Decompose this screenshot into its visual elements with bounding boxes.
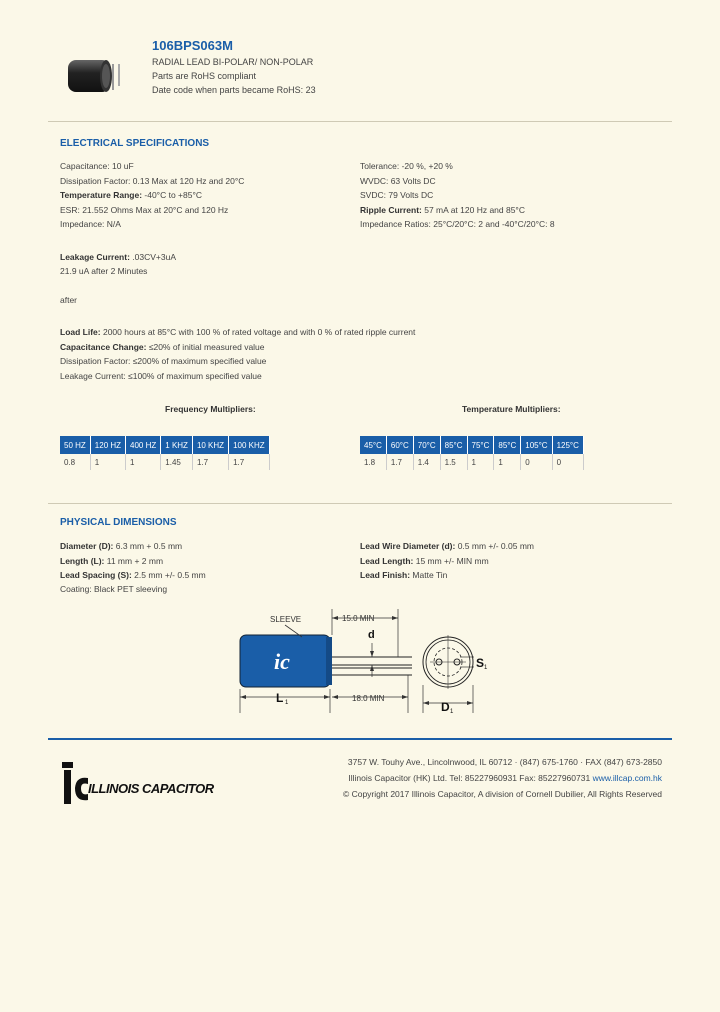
divider [48,121,672,122]
frequency-multiplier-value-cell: 1.45 [161,454,193,470]
electrical-spec-row: Impedance Ratios: 25°C/20°C: 2 and -40°C/20°C: 8 [360,219,555,229]
dimension-diagram [230,605,500,717]
frequency-multiplier-value-cell: 0.8 [60,454,90,470]
load-life-row: Dissipation Factor: ≤200% of maximum specified value [60,356,267,366]
physical-dim-row: Diameter (D): 6.3 mm + 0.5 mm [60,541,183,551]
temperature-multiplier-value-cell: 1 [467,454,494,470]
frequency-multipliers-title: Frequency Multipliers: [165,404,256,414]
divider [48,503,672,504]
footer-address: 3757 W. Touhy Ave., Lincolnwood, IL 60712 · (847) 675-1760 · FAX (847) 673-2850 [347,757,662,767]
temperature-multiplier-value-cell: 1.8 [360,454,386,470]
temperature-multiplier-value-cell: 0 [521,454,552,470]
temperature-multiplier-value-cell: 0 [552,454,583,470]
physical-dim-row: Lead Spacing (S): 2.5 mm +/- 0.5 mm [60,570,206,580]
load-life-row: Load Life: 2000 hours at 85°C with 100 % of rated voltage and with 0 % of rated ripple current [60,327,416,337]
physical-dim-row: Lead Length: 15 mm +/- MIN mm [360,555,489,566]
electrical-spec-row: Impedance: N/A [60,219,121,229]
lead-diameter-label: d [368,629,375,641]
load-life-row: Capacitance Change: ≤20% of initial measured value [60,341,265,352]
physical-dim-row: Lead Finish: Matte Tin [360,570,448,580]
capacitor-photo [62,56,134,96]
frequency-multiplier-value-cell: 1.7 [229,454,270,470]
footer-hk-contact: Illinois Capacitor (HK) Ltd. Tel: 85227960931 Fax: 85227960731 www.illcap.com.hk [348,773,662,783]
ic-mark: ic [274,649,290,674]
temperature-multiplier-header-cell: 45°C [360,436,386,454]
body-length-label: L [276,691,284,705]
electrical-spec-row: WVDC: 63 Volts DC [360,175,436,186]
frequency-multiplier-header-cell: 1 KHZ [161,436,193,454]
temperature-multipliers-table [360,436,584,470]
load-life-row: Leakage Current: ≤100% of maximum specified value [60,370,262,381]
frequency-multiplier-header-cell: 50 HZ [60,436,90,454]
svg-text:1: 1 [450,709,454,715]
electrical-section-title: ELECTRICAL SPECIFICATIONS [60,138,210,149]
hk-website-link[interactable]: www.illcap.com.hk [592,773,662,783]
temperature-multiplier-header-cell: 85°C [494,436,521,454]
temperature-multiplier-header-cell: 75°C [467,436,494,454]
footer-rule [48,738,672,740]
physical-section-title: PHYSICAL DIMENSIONS [60,517,177,528]
temperature-multiplier-header-cell: 70°C [413,436,440,454]
electrical-spec-row: SVDC: 79 Volts DC [360,190,434,200]
leakage-current: Leakage Current: .03CV+3uA [60,252,176,262]
frequency-multiplier-value-cell: 1 [90,454,125,470]
capacitor-type: RADIAL LEAD BI-POLAR/ NON-POLAR [152,57,314,67]
rohs-status: Parts are RoHS compliant [152,71,257,81]
sleeve-label: SLEEVE [270,615,302,624]
temperature-multiplier-value-cell: 1 [494,454,521,470]
svg-text:1: 1 [285,700,289,706]
svg-text:1: 1 [484,665,488,671]
frequency-multiplier-header-cell: 100 KHZ [229,436,270,454]
frequency-multiplier-value-cell: 1.7 [192,454,228,470]
leakage-current-value: 21.9 uA after 2 Minutes [60,266,148,276]
part-number: 106BPS063M [152,38,233,53]
diameter-label: D [441,700,450,714]
electrical-spec-row: ESR: 21.552 Ohms Max at 20°C and 120 Hz [60,204,229,215]
physical-dim-row: Lead Wire Diameter (d): 0.5 mm +/- 0.05 mm [360,541,534,551]
frequency-multiplier-header-cell: 120 HZ [90,436,125,454]
frequency-multiplier-header-cell: 10 KHZ [192,436,228,454]
ic-logo-icon [60,760,90,808]
electrical-spec-row: Dissipation Factor: 0.13 Max at 120 Hz and 20°C [60,175,245,186]
temperature-multiplier-header-cell: 125°C [552,436,583,454]
temperature-multiplier-value-cell: 1.5 [440,454,467,470]
footer-copyright: © Copyright 2017 Illinois Capacitor, A division of Cornell Dubilier, All Rights Reserved [342,789,662,799]
temperature-multiplier-value-cell: 1.4 [413,454,440,470]
electrical-spec-row: Capacitance: 10 uF [60,161,134,171]
after-note: after [60,295,78,305]
rohs-date-code: Date code when parts became RoHS: 23 [152,85,316,95]
temperature-multiplier-header-cell: 105°C [521,436,552,454]
physical-dim-row: Length (L): 11 mm + 2 mm [60,555,164,566]
electrical-spec-row: Temperature Range: -40°C to +85°C [60,190,202,200]
temperature-multiplier-value-cell: 1.7 [386,454,413,470]
frequency-multiplier-header-cell: 400 HZ [126,436,161,454]
lead-length-top-label: 15.0 MIN [342,614,375,623]
lead-length-bottom-label: 18.0 MIN [352,694,385,703]
frequency-multipliers-table [60,436,270,470]
electrical-spec-row: Ripple Current: 57 mA at 120 Hz and 85°C [360,204,525,215]
coating: Coating: Black PET sleeving [60,584,168,594]
lead-spacing-label: S [476,656,485,670]
company-logo-text: ILLINOIS CAPACITOR [88,781,214,796]
electrical-spec-row: Tolerance: -20 %, +20 % [360,161,453,171]
temperature-multiplier-header-cell: 60°C [386,436,413,454]
frequency-multiplier-value-cell: 1 [126,454,161,470]
temperature-multiplier-header-cell: 85°C [440,436,467,454]
temperature-multipliers-title: Temperature Multipliers: [462,404,561,414]
